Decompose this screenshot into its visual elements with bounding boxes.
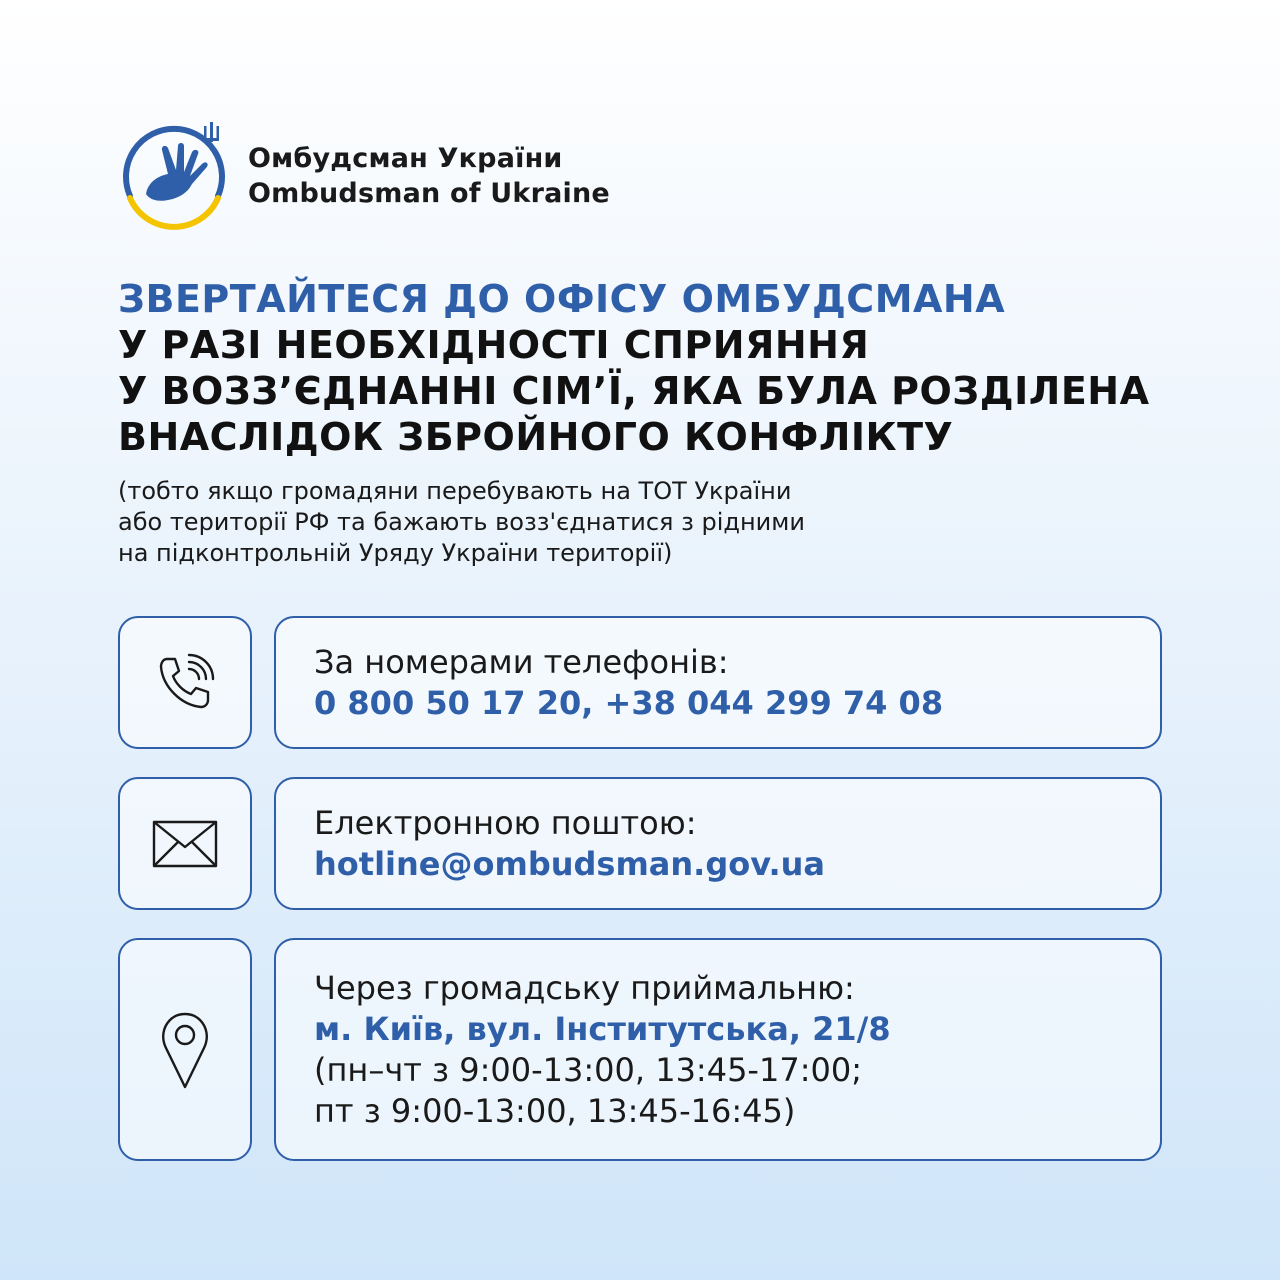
office-hours-line-1: (пн–чт з 9:00-13:00, 13:45-17:00; [314,1050,862,1089]
office-label: Через громадську приймальню: [314,968,855,1007]
email-address[interactable]: hotline@ombudsman.gov.ua [314,844,825,883]
headline-line-1: ЗВЕРТАЙТЕСЯ ДО ОФІСУ ОМБУДСМАНА [118,277,1006,321]
headline [118,276,1150,460]
brand-name-en: Ombudsman of Ukraine [248,178,610,209]
subtext [118,476,805,569]
phone-numbers[interactable]: 0 800 50 17 20, +38 044 299 74 08 [314,683,944,722]
envelope-icon [151,819,219,869]
headline-line-2: У РАЗІ НЕОБХІДНОСТІ СПРИЯННЯ [118,323,870,367]
brand-name-uk: Омбудсман України [248,143,563,174]
phone-info-card [274,616,1162,749]
location-icon-box [118,938,252,1161]
headline-line-3: У ВОЗЗ’ЄДНАННІ СІМ’Ї, ЯКА БУЛА РОЗДІЛЕНА [118,369,1150,413]
location-pin-icon [160,1010,210,1090]
envelope-icon-box [118,777,252,910]
office-address[interactable]: м. Київ, вул. Інститутська, 21/8 [314,1009,891,1048]
subtext-line-1: (тобто якщо громадяни перебувають на ТОТ України [118,477,792,505]
subtext-line-3: на підконтрольній Уряду України території) [118,539,673,567]
brand-name [248,141,610,211]
phone-icon-box [118,616,252,749]
office-hours-line-2: пт з 9:00-13:00, 13:45-16:45) [314,1091,796,1130]
subtext-line-2: або території РФ та бажають возз'єднатися з рідними [118,508,805,536]
headline-line-4: ВНАСЛІДОК ЗБРОЙНОГО КОНФЛІКТУ [118,415,954,459]
phone-label: За номерами телефонів: [314,642,729,681]
ombudsman-logo-icon [118,118,230,230]
email-label: Електронною поштою: [314,803,697,842]
office-info-card [274,938,1162,1161]
email-info-card [274,777,1162,910]
phone-icon [153,651,217,715]
